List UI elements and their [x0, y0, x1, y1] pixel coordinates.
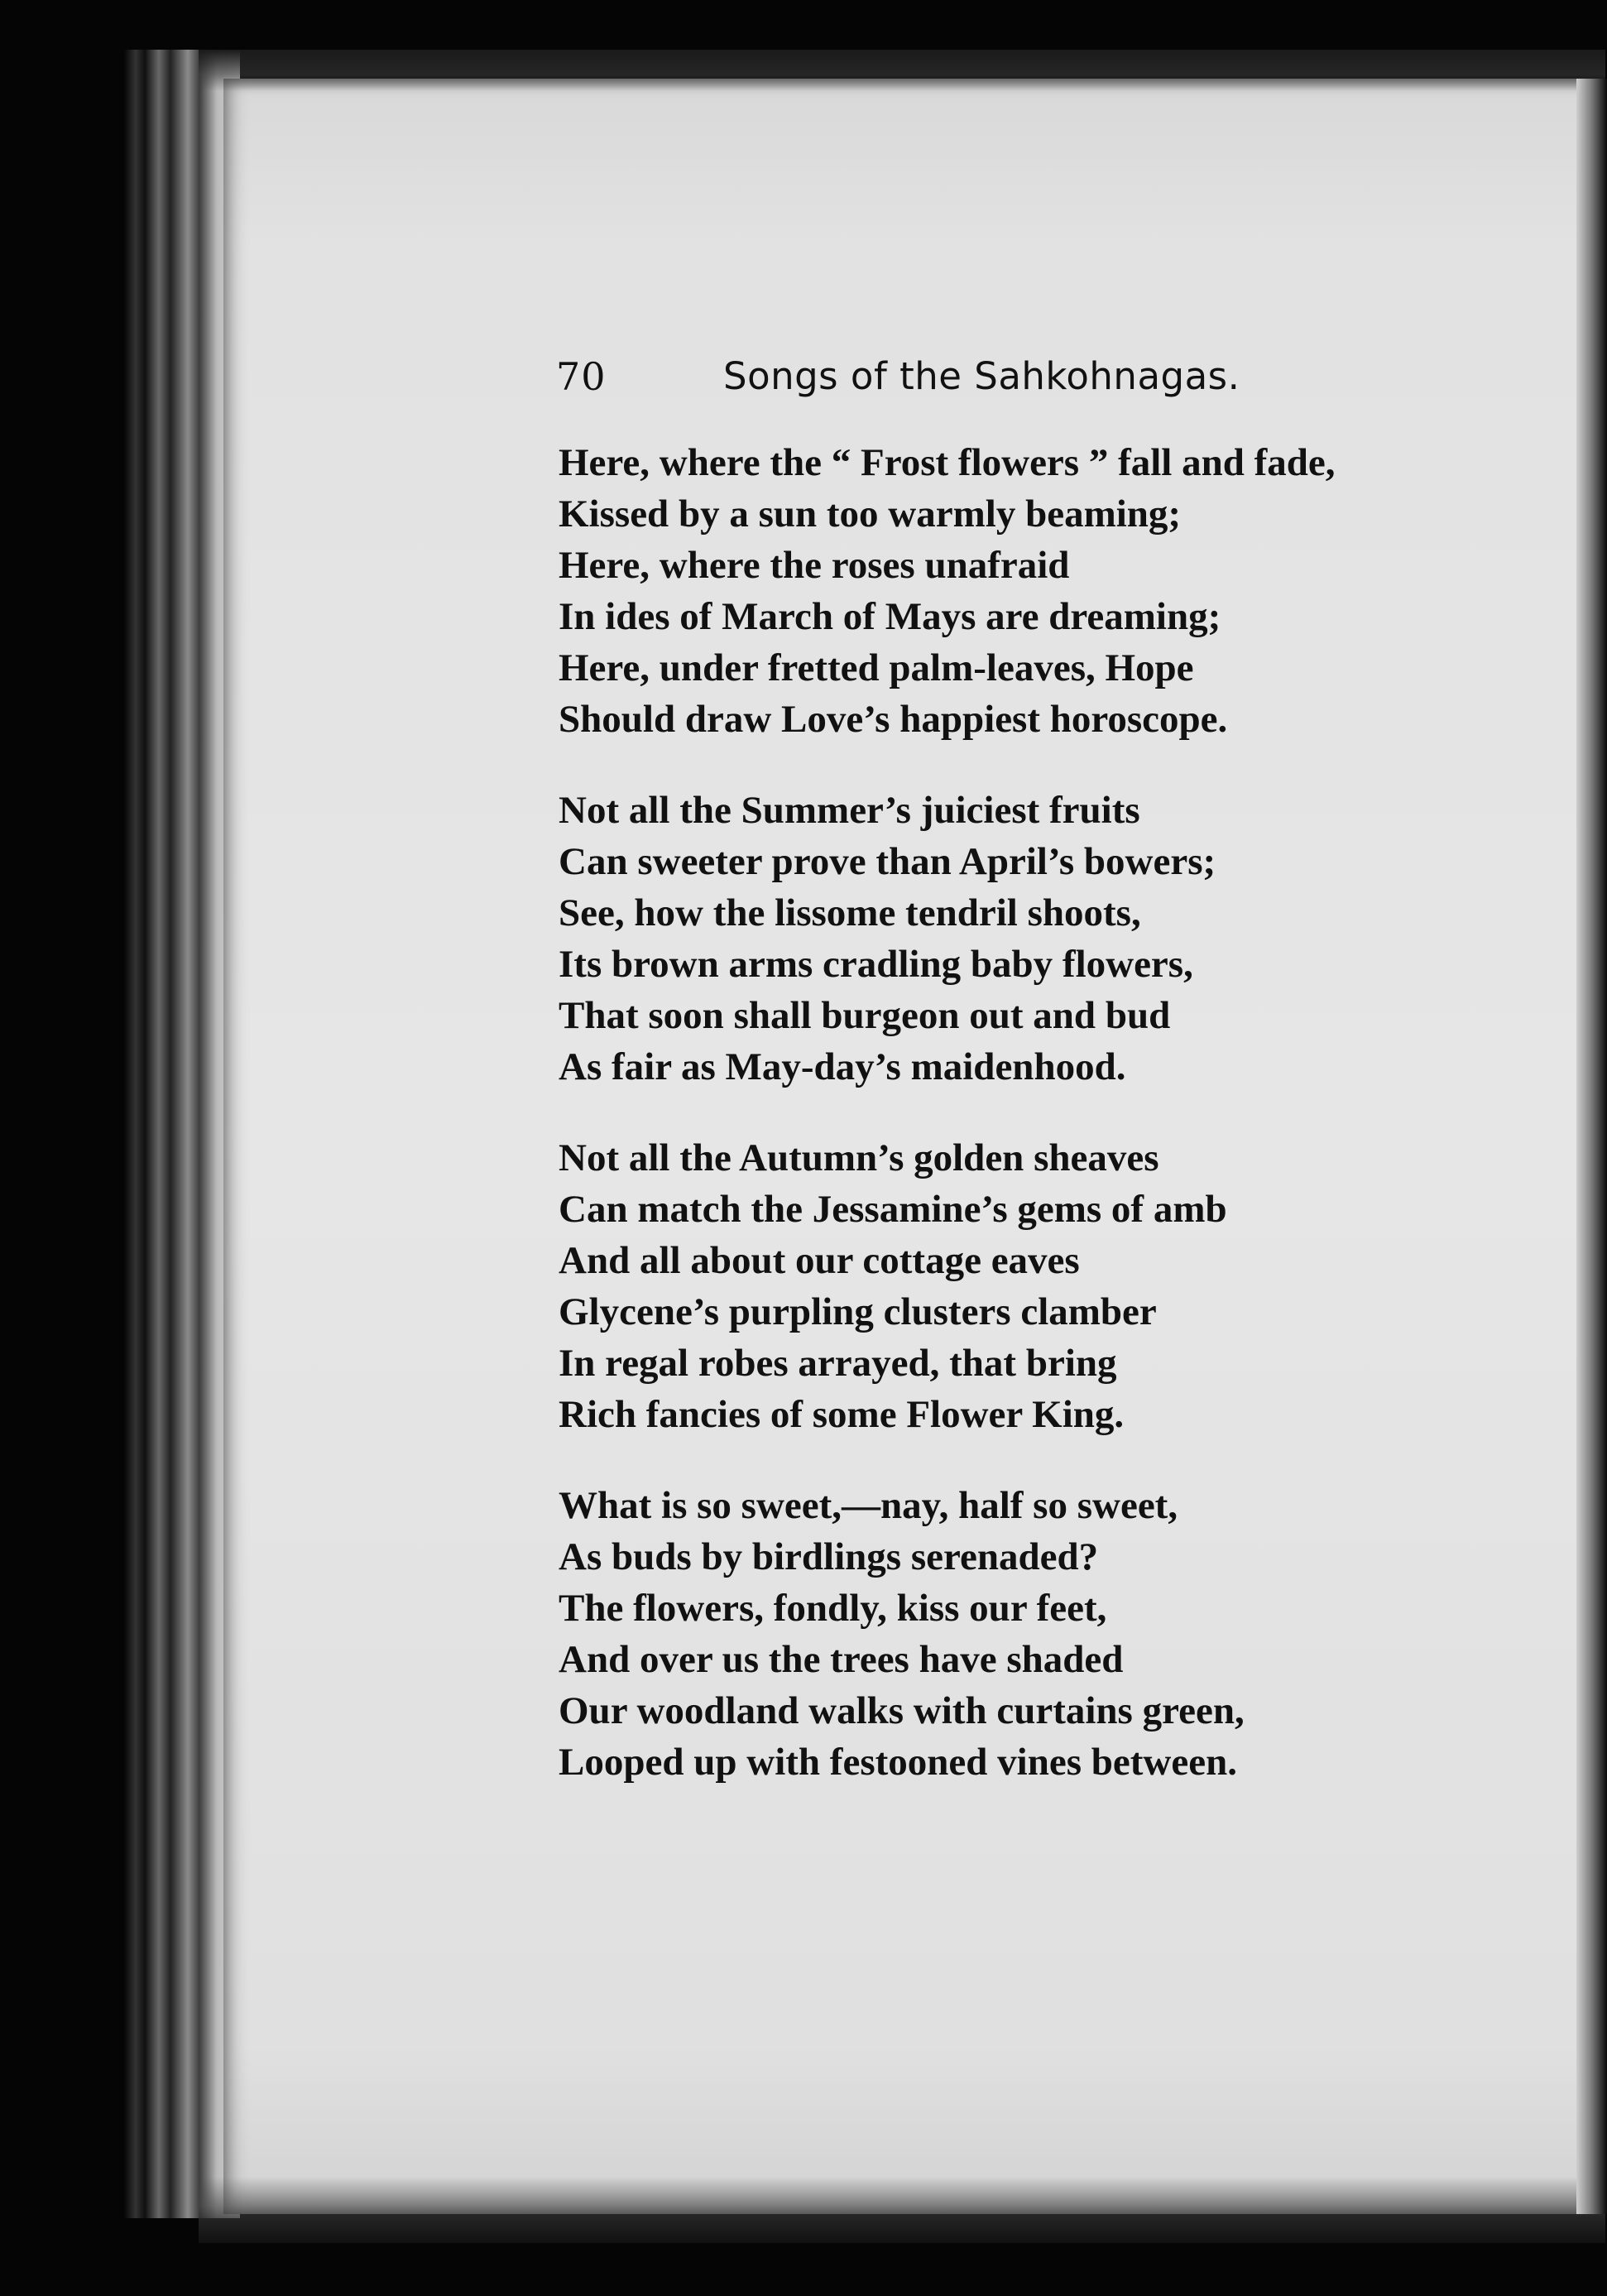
poem-line: Not all the Summer’s juiciest fruits — [559, 789, 1140, 832]
poem-line: Glycene’s purpling clusters clamber — [559, 1290, 1157, 1333]
poem-line: Should draw Love’s happiest horoscope. — [559, 698, 1228, 741]
stanza-4 — [559, 1480, 1576, 1788]
poem-line: Here, where the roses unafraid — [559, 544, 1070, 587]
poem-line: Rich fancies of some Flower King. — [559, 1393, 1125, 1436]
poem-line: As fair as May-day’s maidenhood. — [559, 1045, 1126, 1088]
page-header — [556, 354, 1384, 420]
poem-line: In ides of March of Mays are dreaming; — [559, 595, 1221, 638]
poem-line: Its brown arms cradling baby flowers, — [559, 943, 1193, 986]
poem-line: In regal robes arrayed, that bring — [559, 1342, 1117, 1385]
running-title: Songs of the Sahkohnagas. — [723, 354, 1240, 398]
poem-line: Here, under fretted palm-leaves, Hope — [559, 646, 1194, 689]
poem-line: Can match the Jessamine’s gems of amb — [559, 1188, 1227, 1231]
page-top-shadow — [199, 50, 1605, 91]
poem-line: That soon shall burgeon out and bud — [559, 994, 1171, 1037]
stanza-1 — [559, 437, 1576, 745]
poem-line: Not all the Autumn’s golden sheaves — [559, 1136, 1159, 1179]
poem-line: The flowers, fondly, kiss our feet, — [559, 1587, 1107, 1630]
poem-line: What is so sweet,—nay, half so sweet, — [559, 1484, 1178, 1527]
poem-line: Kissed by a sun too warmly beaming; — [559, 492, 1182, 536]
poem-line: And all about our cottage eaves — [559, 1239, 1080, 1282]
stanza-3 — [559, 1132, 1576, 1440]
poem-line: Looped up with festooned vines between. — [559, 1741, 1237, 1784]
poem-line: Can sweeter prove than April’s bowers; — [559, 840, 1216, 883]
poem-line: Our woodland walks with curtains green, — [559, 1689, 1245, 1732]
poem-line: See, how the lissome tendril shoots, — [559, 891, 1141, 934]
page-right-edge — [1576, 79, 1607, 2214]
stanza-2 — [559, 785, 1576, 1093]
page-number: 70 — [556, 354, 607, 399]
page-bottom-shadow — [199, 2177, 1605, 2243]
poem-line: Here, where the “ Frost flowers ” fall and fade, — [559, 441, 1336, 484]
book-spine-edge — [124, 50, 240, 2218]
poem-line: And over us the trees have shaded — [559, 1638, 1124, 1681]
poem-line: As buds by birdlings serenaded? — [559, 1535, 1099, 1578]
poem-body — [559, 437, 1576, 1828]
